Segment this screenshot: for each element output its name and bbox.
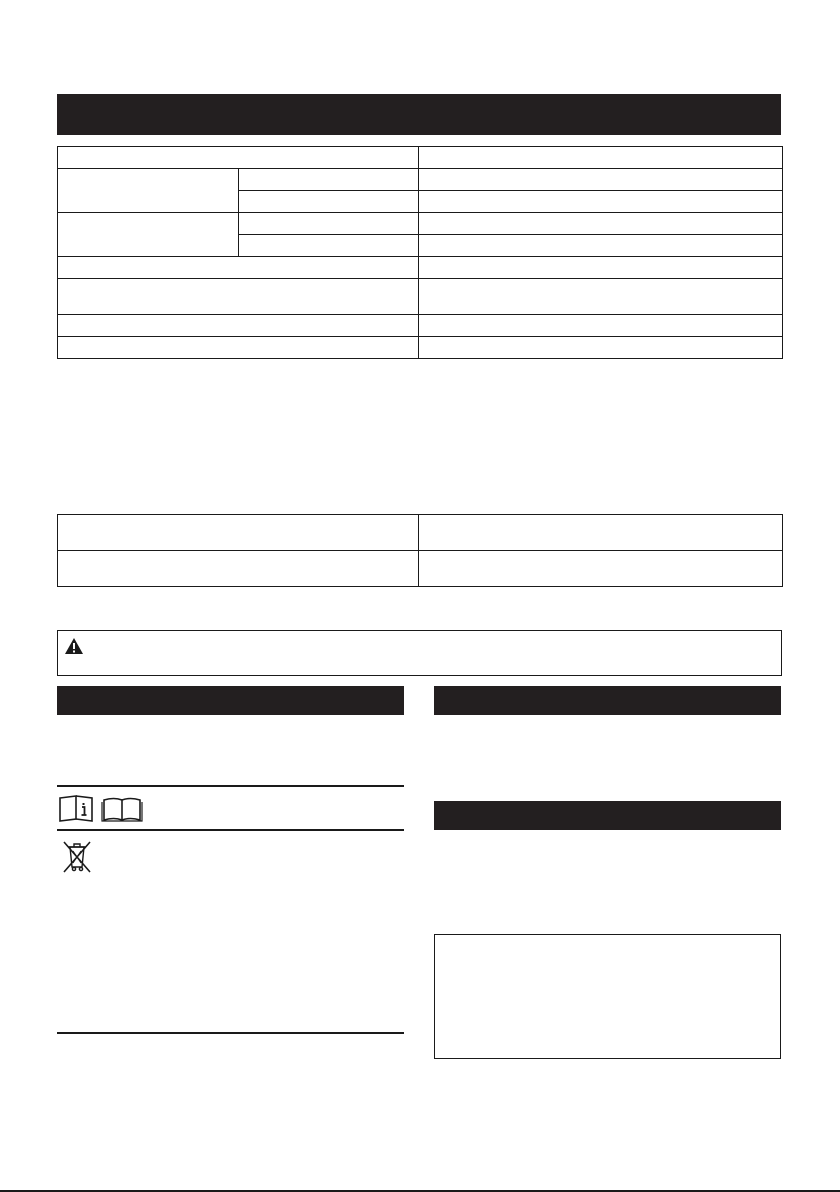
table-row [58,147,783,169]
specifications-table [57,146,783,359]
spec-label-cell [58,279,419,315]
measure-value-cell [419,515,783,551]
spec-value-cell [419,235,783,257]
spec-value-cell [419,213,783,235]
measure-label-cell [58,515,419,551]
measure-label-cell [58,551,419,587]
spec-group-cell [58,169,239,213]
table-row [58,551,783,587]
noise-vibration-table [57,514,783,587]
notice-box [434,934,781,1059]
spec-value-cell [419,191,783,213]
spec-value-cell [419,315,783,337]
table-row [58,337,783,359]
table-row [58,169,783,191]
spec-label-cell [58,315,419,337]
intended-use-heading-bar [434,686,781,715]
weee-crossed-bin-icon [62,839,92,873]
spec-value-cell [419,169,783,191]
measure-value-cell [419,551,783,587]
symbol-row-weee [57,831,404,1031]
spec-sublabel-cell [239,169,419,191]
spec-value-cell [419,279,783,315]
specifications-title-bar [57,94,781,135]
warning-triangle-icon [64,637,84,655]
warning-box [57,630,782,676]
spec-value-cell [419,257,783,279]
spec-value-cell [419,337,783,359]
spec-label-cell [58,147,419,169]
divider [57,1032,404,1034]
symbol-row-manual [57,786,404,829]
spec-sublabel-cell [239,191,419,213]
spec-sublabel-cell [239,235,419,257]
spec-value-cell [419,147,783,169]
table-row [58,515,783,551]
table-row [58,315,783,337]
table-row [58,257,783,279]
symbols-heading-bar [57,686,404,715]
table-row [58,279,783,315]
spec-group-cell [58,213,239,257]
read-manual-icon [58,794,146,822]
spec-sublabel-cell [239,213,419,235]
power-supply-heading-bar [434,801,781,830]
spec-label-cell [58,257,419,279]
spec-label-cell [58,337,419,359]
table-row [58,213,783,235]
